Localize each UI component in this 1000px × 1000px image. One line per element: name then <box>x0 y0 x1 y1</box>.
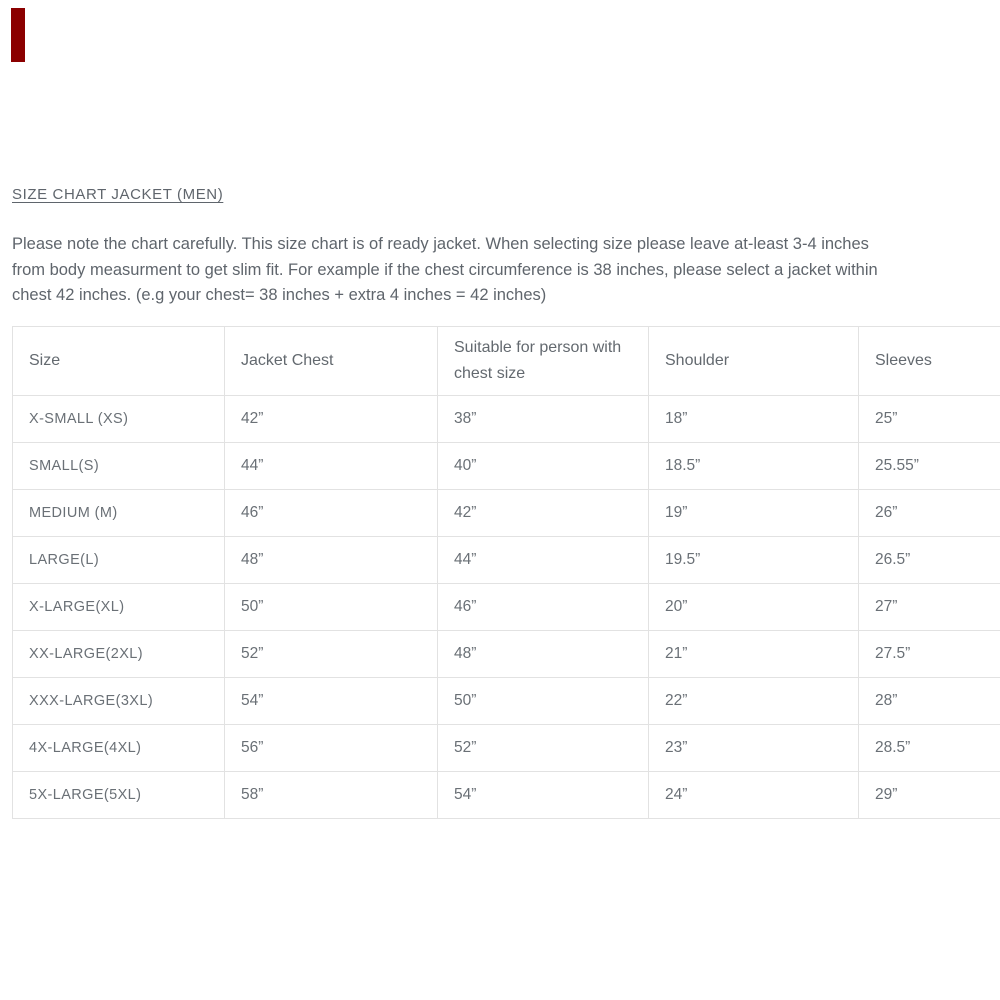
cell-jacket-chest: 58” <box>225 772 438 819</box>
header-size: Size <box>13 327 225 396</box>
cell-size: 5X-LARGE(5XL) <box>13 772 225 819</box>
cell-size: 4X-LARGE(4XL) <box>13 725 225 772</box>
cell-size: MEDIUM (M) <box>13 490 225 537</box>
table-row-xs <box>13 396 1000 443</box>
table-row-5xl <box>13 772 1000 819</box>
cell-sleeves: 27.5” <box>859 631 1000 678</box>
table-row-s <box>13 443 1000 490</box>
cell-shoulder: 24” <box>649 772 859 819</box>
cell-jacket-chest: 42” <box>225 396 438 443</box>
cell-jacket-chest: 50” <box>225 584 438 631</box>
table-row-xl <box>13 584 1000 631</box>
cell-shoulder: 23” <box>649 725 859 772</box>
cell-suitable-chest-size: 46” <box>438 584 649 631</box>
cell-sleeves: 27” <box>859 584 1000 631</box>
cell-jacket-chest: 54” <box>225 678 438 725</box>
cell-suitable-chest-size: 42” <box>438 490 649 537</box>
cell-size: LARGE(L) <box>13 537 225 584</box>
cell-sleeves: 25” <box>859 396 1000 443</box>
cell-size: X-LARGE(XL) <box>13 584 225 631</box>
cell-jacket-chest: 44” <box>225 443 438 490</box>
cell-suitable-chest-size: 38” <box>438 396 649 443</box>
description-line-2: from body measurment to get slim fit. For example if the chest circumference is 38 inches, please select a jacket within <box>12 260 878 279</box>
cell-size: SMALL(S) <box>13 443 225 490</box>
size-chart-title: SIZE CHART JACKET (MEN) <box>12 186 224 203</box>
cell-shoulder: 22” <box>649 678 859 725</box>
header-jacket-chest: Jacket Chest <box>225 327 438 396</box>
cell-shoulder: 18.5” <box>649 443 859 490</box>
cell-suitable-chest-size: 52” <box>438 725 649 772</box>
cell-size: XXX-LARGE(3XL) <box>13 678 225 725</box>
cell-jacket-chest: 48” <box>225 537 438 584</box>
size-chart-table <box>12 326 1000 819</box>
cell-size: X-SMALL (XS) <box>13 396 225 443</box>
cell-shoulder: 18” <box>649 396 859 443</box>
cell-sleeves: 26” <box>859 490 1000 537</box>
cell-suitable-chest-size: 54” <box>438 772 649 819</box>
description-line-3: chest 42 inches. (e.g your chest= 38 inches + extra 4 inches = 42 inches) <box>12 286 547 304</box>
cell-shoulder: 21” <box>649 631 859 678</box>
cell-shoulder: 20” <box>649 584 859 631</box>
description-line-1: Please note the chart carefully. This size chart is of ready jacket. When selecting size please leave at-least 3-4 inches <box>12 235 869 253</box>
cell-suitable-chest-size: 44” <box>438 537 649 584</box>
header-suitable-chest-size: Suitable for person with chest size <box>438 327 649 396</box>
cell-jacket-chest: 56” <box>225 725 438 772</box>
cell-sleeves: 29” <box>859 772 1000 819</box>
cell-sleeves: 28” <box>859 678 1000 725</box>
table-row-2xl <box>13 631 1000 678</box>
cell-shoulder: 19.5” <box>649 537 859 584</box>
size-chart-description <box>12 232 878 309</box>
cell-jacket-chest: 46” <box>225 490 438 537</box>
header-sleeves: Sleeves <box>859 327 1000 396</box>
header-shoulder: Shoulder <box>649 327 859 396</box>
red-marker <box>11 8 25 62</box>
cell-size: XX-LARGE(2XL) <box>13 631 225 678</box>
table-row-m <box>13 490 1000 537</box>
cell-suitable-chest-size: 50” <box>438 678 649 725</box>
table-header-row <box>13 327 1000 396</box>
table-row-3xl <box>13 678 1000 725</box>
cell-jacket-chest: 52” <box>225 631 438 678</box>
cell-sleeves: 25.55” <box>859 443 1000 490</box>
table-row-l <box>13 537 1000 584</box>
cell-sleeves: 28.5” <box>859 725 1000 772</box>
cell-suitable-chest-size: 40” <box>438 443 649 490</box>
cell-shoulder: 19” <box>649 490 859 537</box>
cell-suitable-chest-size: 48” <box>438 631 649 678</box>
table-row-4xl <box>13 725 1000 772</box>
cell-sleeves: 26.5” <box>859 537 1000 584</box>
